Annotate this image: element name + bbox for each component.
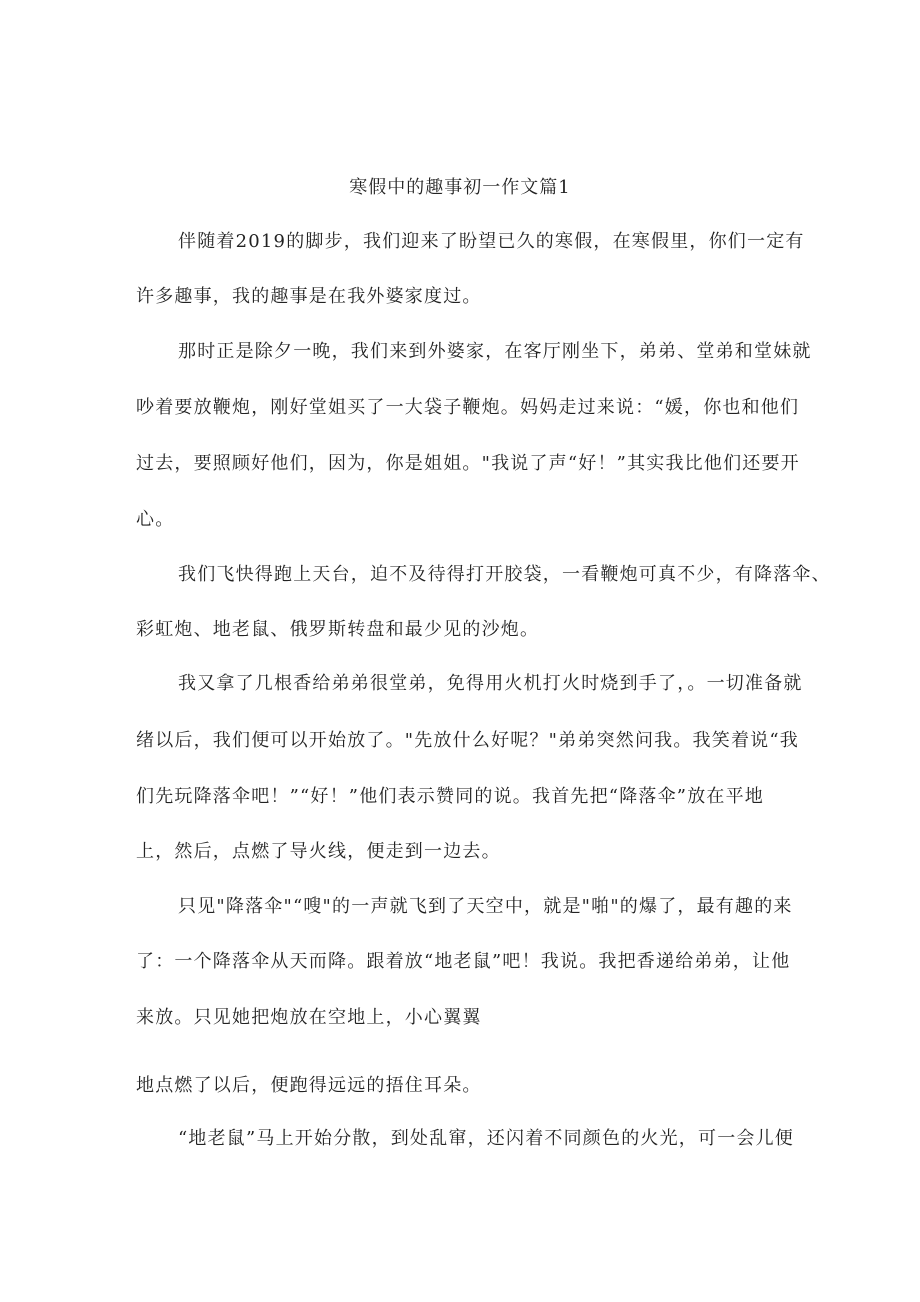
text-line: 地点燃了以后，便跑得远远的捂住耳朵。 (136, 1075, 482, 1096)
text-line: 我们飞快得跑上天台，迫不及待得打开胶袋，一看鞭炮可真不少，有降落伞、 (178, 564, 831, 585)
text-line: 心。 (136, 509, 175, 530)
text-line: 我又拿了几根香给弟弟很堂弟，免得用火机打火时烧到手了，。一切准备就 (178, 673, 803, 694)
text-line: 伴随着2019的脚步，我们迎来了盼望已久的寒假，在寒假里，你们一定有 (178, 231, 805, 252)
text-line: 只见"降落伞"“嗖"的一声就飞到了天空中，就是"啪"的爆了，最有趣的来 (178, 896, 793, 917)
text-line: “地老鼠”马上开始分散，到处乱窜，还闪着不同颜色的火光，可一会儿便 (178, 1128, 795, 1149)
text-line: 绪以后，我们便可以开始放了。"先放什么好呢？"弟弟突然问我。我笑着说“我 (136, 730, 799, 751)
text-line: 上，然后，点燃了导火线，便走到一边去。 (136, 841, 501, 862)
text-line: 吵着要放鞭炮，刚好堂姐买了一大袋子鞭炮。妈妈走过来说：“媛，你也和他们 (136, 397, 800, 418)
text-line: 了：一个降落伞从天而降。跟着放“地老鼠”吧！我说。我把香递给弟弟，让他 (136, 951, 791, 972)
text-line: 们先玩降落伞吧！”“好！”他们表示赞同的说。我首先把“降落伞”放在平地 (136, 786, 765, 807)
text-line: 来放。只见她把炮放在空地上，小心翼翼 (136, 1007, 482, 1028)
text-line: 过去，要照顾好他们，因为，你是姐姐。"我说了声“好！”其实我比他们还要开 (136, 453, 800, 474)
text-line: 那时正是除夕一晚，我们来到外婆家，在客厅刚坐下，弟弟、堂弟和堂妹就 (178, 341, 812, 362)
text-line: 彩虹炮、地老鼠、俄罗斯转盘和最少见的沙炮。 (136, 619, 540, 640)
document-title: 寒假中的趣事初一作文篇1 (349, 177, 571, 198)
text-line: 许多趣事，我的趣事是在我外婆家度过。 (136, 286, 482, 307)
